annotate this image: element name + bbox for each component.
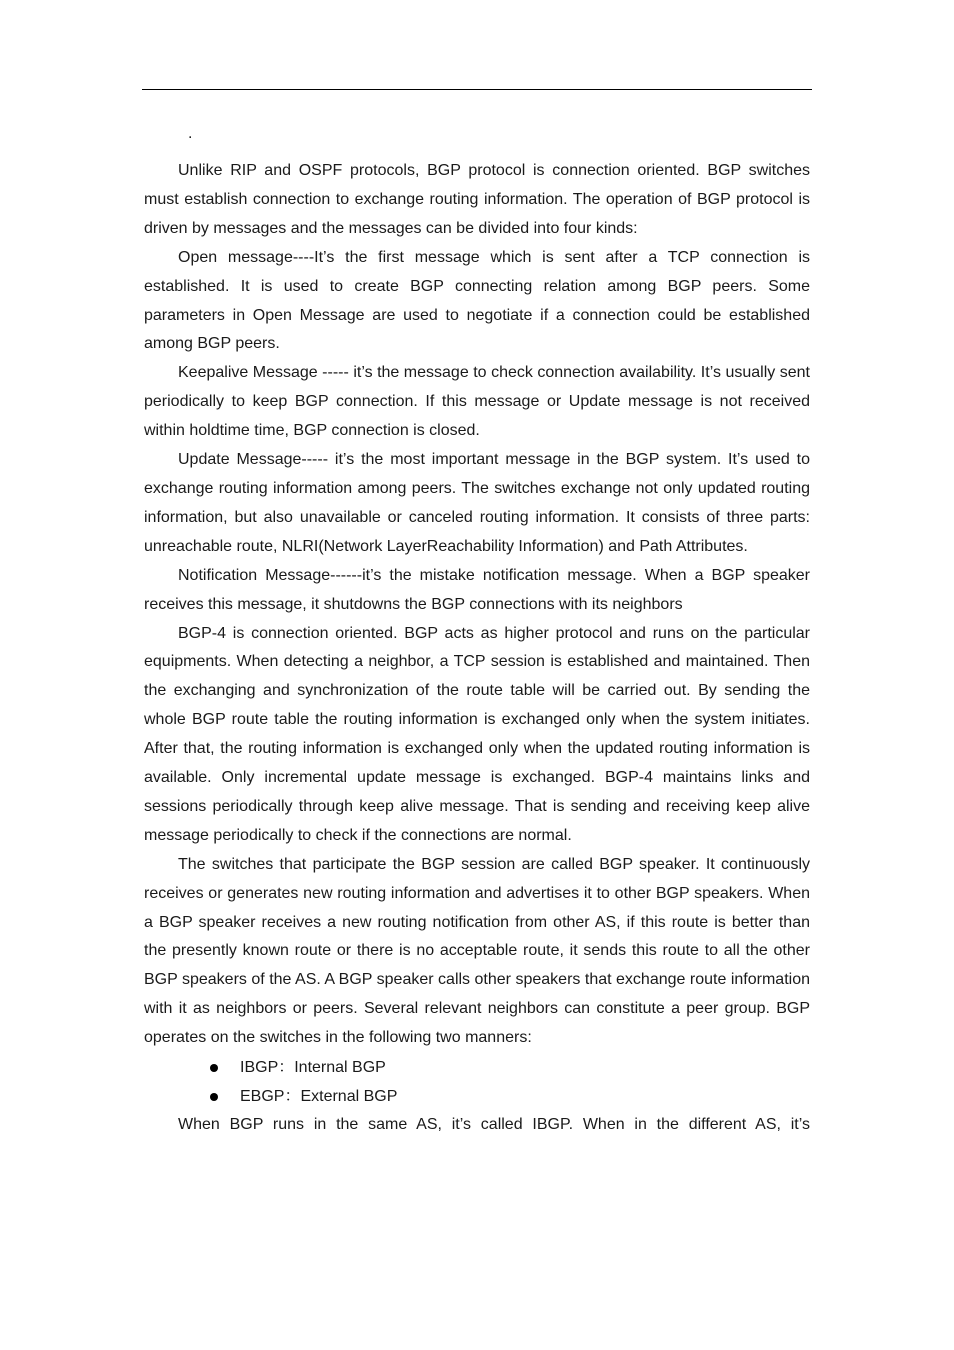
- list-item: [144, 1053, 810, 1082]
- list-item: [144, 1082, 810, 1111]
- bullet-icon: [210, 1093, 218, 1101]
- list-item-text: EBGP：External BGP: [240, 1088, 398, 1106]
- document-body: [144, 157, 810, 1140]
- paragraph-intro: Unlike RIP and OSPF protocols, BGP protocol is connection oriented. BGP switches must establish connection to exchange routing information. The operation of BGP protocol is driven by messages and the messages can be divided into four kinds:: [144, 162, 810, 237]
- paragraph-update-message: Update Message----- it’s the most important message in the BGP system. It’s used to exchange routing information among peers. The switches exchange not only updated routing information, but also unavailable or canceled routing information. It consists of three parts: unreachable route, NLRI(Network LayerReachability Information) and Path Attributes.: [144, 451, 810, 555]
- paragraph-keepalive-message: Keepalive Message ----- it’s the message to check connection availability. It’s usually sent periodically to keep BGP connection. If this message or Update message is not received within holdtime time, BGP connection is closed.: [144, 364, 810, 440]
- paragraph-open-message: Open message----It’s the first message which is sent after a TCP connection is established. It is used to create BGP connecting relation among BGP peers. Some parameters in Open Message are used to negotiate if a connection could be established among BGP peers.: [144, 248, 810, 353]
- list-item-text: IBGP：Internal BGP: [240, 1059, 386, 1077]
- paragraph-bgp-speaker: The switches that participate the BGP session are called BGP speaker. It continuously receives or generates new routing information and advertises it to other BGP speakers. When a BGP speaker receives a new routing notification from other AS, if this route is better than the presently known route or there is no acceptable route, it sends this route to all the other BGP speakers of the AS. A BGP speaker calls other speakers that exchange route information with it as neighbors or peers. Several relevant neighbors can constitute a peer group. BGP operates on the switches in the following two manners:: [144, 855, 810, 1047]
- bullet-icon: [210, 1064, 218, 1072]
- paragraph-ibgp-ebgp: When BGP runs in the same AS, it’s called IBGP. When in the different AS, it’s: [178, 1116, 810, 1134]
- header-rule: [142, 89, 812, 90]
- paragraph-bgp4-overview: BGP-4 is connection oriented. BGP acts as higher protocol and runs on the particular equipments. When detecting a neighbor, a TCP session is established and maintained. Then the exchanging and synchronization of the route table will be carried out. By sending the whole BGP route table the routing information is exchanged only when the system initiates. After that, the routing information is exchanged only when the updated routing information is available. Only incremental update message is exchanged. BGP-4 maintains links and sessions periodically through keep alive message. That is sending and receiving keep alive message periodically to check if the connections are normal.: [144, 624, 810, 844]
- bgp-mode-list: [144, 1053, 810, 1111]
- paragraph-notification-message: Notification Message------it’s the mistake notification message. When a BGP speaker receives this message, it shutdowns the BGP connections with its neighbors: [144, 566, 810, 613]
- page-marker: .: [188, 125, 193, 142]
